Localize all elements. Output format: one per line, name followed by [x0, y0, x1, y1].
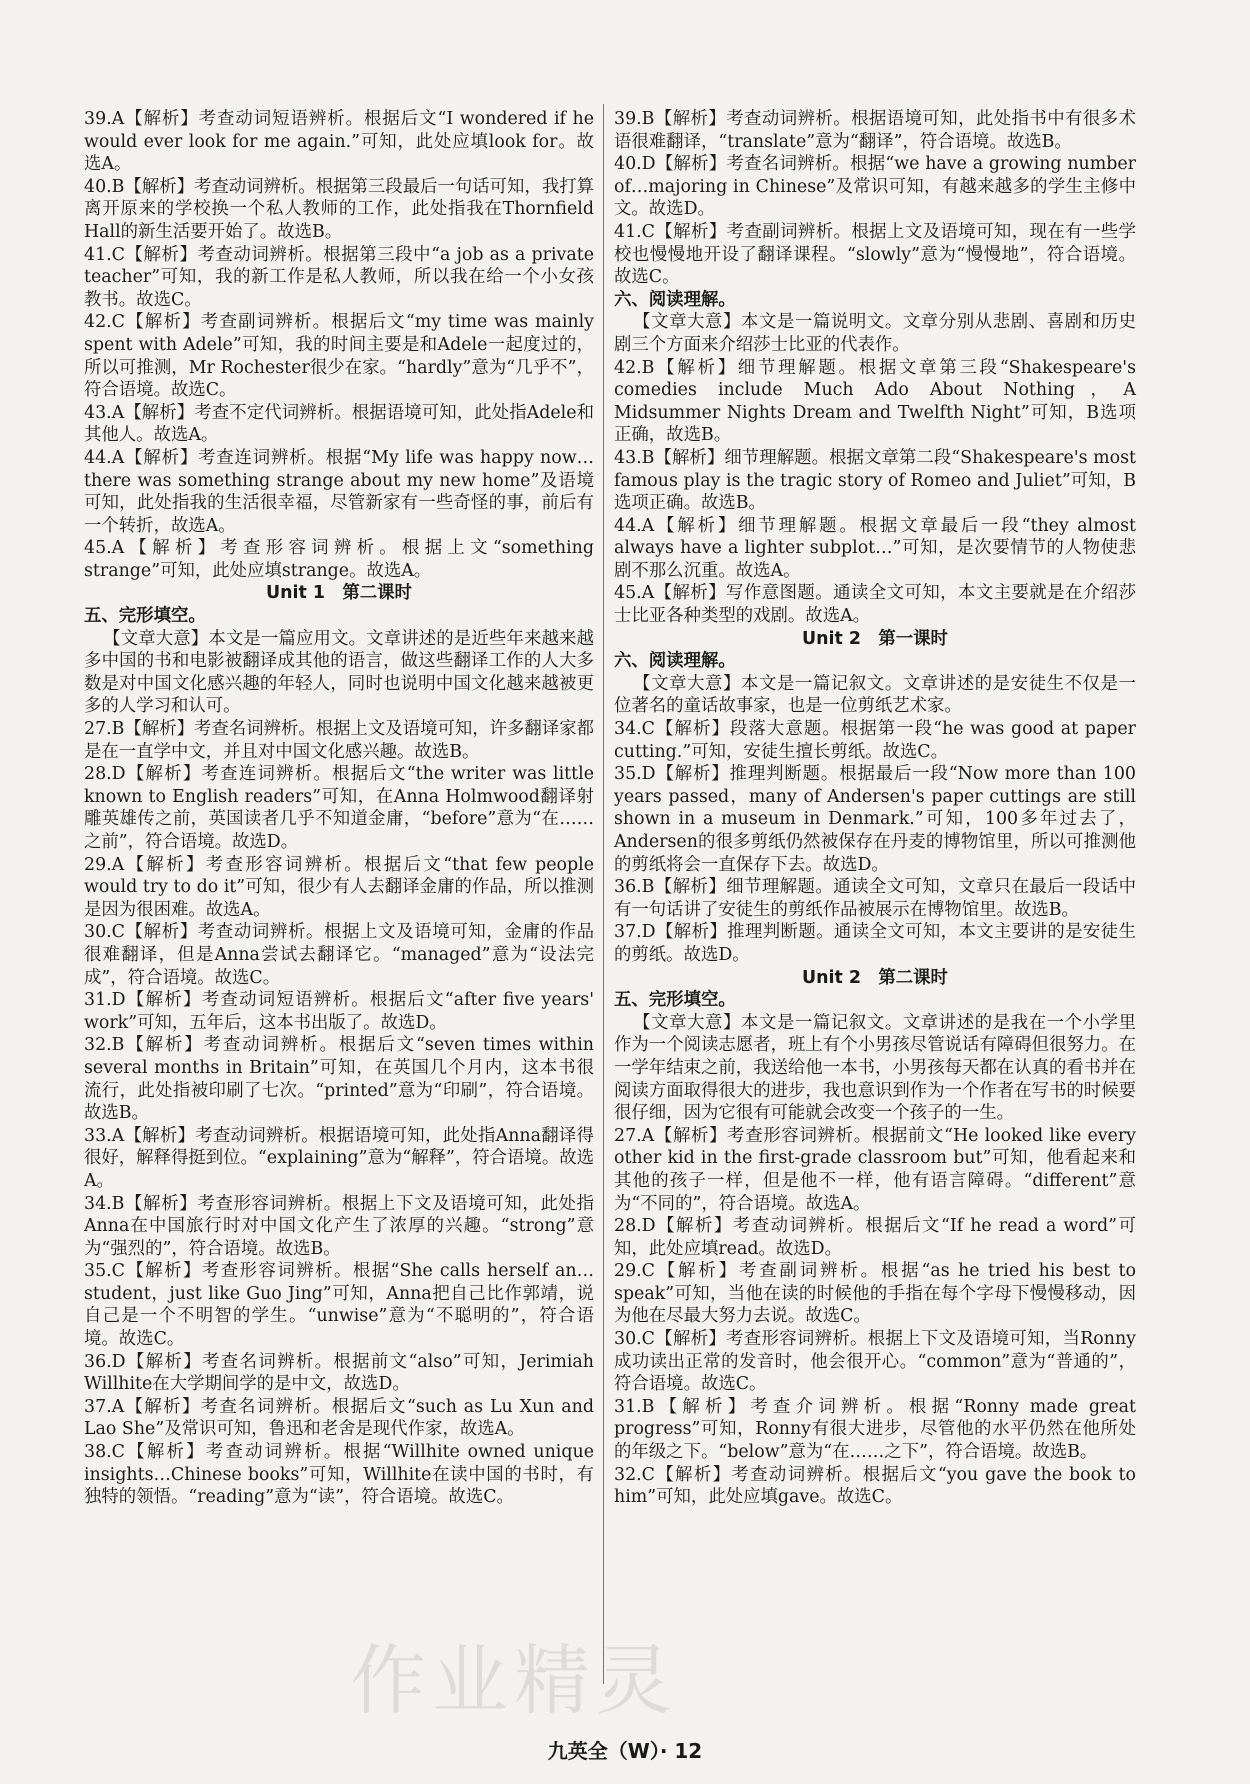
- answer-item: 34.B【解析】考查形容词辨析。根据上下文及语境可知，此处指Anna在中国旅行时对中国文化产生了浓厚的兴趣。“strong”意为“强烈的”，符合语境。故选B。: [84, 1193, 594, 1259]
- answer-item: 31.B【解析】考查介词辨析。根据“Ronny made great progress”可知，Ronny有很大进步，尽管他的水平仍然在他所处的年级之下。“below”意为“在……之下”，符合语境。故选B。: [614, 1396, 1136, 1463]
- section-heading: 六、阅读理解。: [614, 289, 736, 310]
- answer-item: 38.C【解析】考查动词辨析。根据“Willhite owned unique insights…Chinese books”可知，Willhite在读中国的书时，有独特的领悟。“reading”意为“读”，符合语境。故选C。: [84, 1442, 594, 1508]
- answer-item: 37.A【解析】考查名词辨析。根据后文“such as Lu Xun and Lao She”及常识可知，鲁迅和老舍是现代作家，故选A。: [84, 1396, 594, 1440]
- article-summary: 【文章大意】本文是一篇记叙文。文章讲述的是安徒生不仅是一位著名的童话故事家，也是一位剪纸艺术家。: [614, 673, 1136, 717]
- answer-item: 28.D【解析】考查动词辨析。根据后文“If he read a word”可知，此处应填read。故选D。: [614, 1216, 1136, 1259]
- page-footer: 九英全（W）· 12: [547, 1739, 703, 1763]
- answer-item: 30.C【解析】考查形容词辨析。根据上下文及语境可知，当Ronny成功读出正常的发音时，他会很开心。“common”意为“普通的”，符合语境。故选C。: [614, 1329, 1136, 1395]
- article-summary: 【文章大意】本文是一篇应用文。文章讲述的是近些年来越来越多中国的书和电影被翻译成其他的语言，做这些翻译工作的人大多数是对中国文化感兴趣的年轻人，同时也说明中国文化越来越被更多的人学习和认可。: [84, 628, 594, 717]
- answer-item: 27.A【解析】考查形容词辨析。根据前文“He looked like every other kid in the first-grade classroom but”可知，他看起来和其他的孩子一样，但是他不一样，他有语言障碍。“different”意为“不同的”，符合语境。故选A。: [614, 1125, 1136, 1214]
- answer-item: 30.C【解析】考查动词辨析。根据上文及语境可知，金庸的作品很难翻译，但是Anna尝试去翻译它。“managed”意为“设法完成”，符合语境。故选C。: [84, 922, 594, 988]
- answer-item: 43.A【解析】考查不定代词辨析。根据语境可知，此处指Adele和其他人。故选A。: [84, 402, 594, 446]
- answer-item: 32.C【解析】考查动词辨析。根据后文“you gave the book to him”可知，此处应填gave。故选C。: [614, 1464, 1136, 1508]
- section-heading: 五、完形填空。: [84, 606, 206, 627]
- unit-heading: Unit 2 第二课时: [802, 967, 948, 988]
- answer-item: 40.D【解析】考查名词辨析。根据“we have a growing number of…majoring in Chinese”及常识可知，有越来越多的学生主修中文。故选D。: [614, 154, 1136, 220]
- answer-item: 45.A【解析】写作意图题。通读全文可知，本文主要就是在介绍莎士比亚各种类型的戏剧。故选A。: [614, 583, 1136, 627]
- section-heading: 五、完形填空。: [614, 990, 736, 1011]
- answer-item: 39.A【解析】考查动词短语辨析。根据后文“I wondered if he would ever look for me again.”可知，此处应填look for。故选A。: [84, 109, 594, 175]
- answer-item: 32.B【解析】考查动词辨析。根据后文“seven times within several months in Britain”可知，在英国几个月内，这本书很流行，此处指被印刷了七次。“printed”意为“印刷”，符合语境。故选B。: [84, 1035, 594, 1124]
- unit-heading: Unit 1 第二课时: [266, 583, 412, 604]
- answer-item: 36.B【解析】细节理解题。通读全文可知，文章只在最后一段话中有一句话讲了安徒生的剪纸作品被展示在博物馆里。故选B。: [614, 877, 1136, 920]
- answer-item: 29.A【解析】考查形容词辨析。根据后文“that few people would try to do it”可知，很少有人去翻译金庸的作品，所以推测是因为很困难。故选A。: [84, 854, 594, 920]
- answer-item: 35.D【解析】推理判断题。根据最后一段“Now more than 100 years passed，many of Andersen's paper cuttings are still shown in a museum in Denmark.”可知，100多年过去了，Andersen的很多剪纸仍然被保存在丹麦的博物馆里，所以可推测他的剪纸将会一直保存下去。故选D。: [614, 764, 1136, 875]
- answer-item: 35.C【解析】考查形容词辨析。根据“She calls herself an…student，just like Guo Jing”可知，Anna把自己比作郭靖，说自己是一个不明智的学生。“unwise”意为“不聪明的”，符合语境。故选C。: [84, 1261, 594, 1350]
- answer-item: 41.C【解析】考查副词辨析。根据上文及语境可知，现在有一些学校也慢慢地开设了翻译课程。“slowly”意为“慢慢地”，符合语境。故选C。: [614, 221, 1136, 288]
- article-summary: 【文章大意】本文是一篇说明文。文章分别从悲剧、喜剧和历史剧三个方面来介绍莎士比亚的代表作。: [614, 312, 1136, 355]
- answer-item: 42.B【解析】细节理解题。根据文章第三段“Shakespeare's comedies include Much Ado About Nothing，A Midsummer Nights Dream and Twelfth Night”可知，B选项正确，故选B。: [614, 357, 1136, 446]
- answer-item: 27.B【解析】考查名词辨析。根据上文及语境可知，许多翻译家都是在一直学中文，并且对中国文化感兴趣。故选B。: [84, 719, 594, 762]
- answer-item: 29.C【解析】考查副词辨析。根据“as he tried his best to speak”可知，当他在读的时候他的手指在每个字母下慢慢移动，因为他在尽最大努力去说。故选C。: [614, 1261, 1136, 1327]
- answer-item: 39.B【解析】考查动词辨析。根据语境可知，此处指书中有很多术语很难翻译，“translate”意为“翻译”，符合语境。故选B。: [614, 109, 1136, 152]
- answer-item: 44.A【解析】考查连词辨析。根据“My life was happy now…there was something strange about my new home”及语境可知，此处指我的生活很幸福，尽管新家有一些奇怪的事，前后有一个转折，故选A。: [84, 447, 594, 536]
- answer-item: 34.C【解析】段落大意题。根据第一段“he was good at paper cutting.”可知，安徒生擅长剪纸。故选C。: [614, 719, 1136, 762]
- answer-item: 43.B【解析】细节理解题。根据文章第二段“Shakespeare's most famous play is the tragic story of Romeo and Juliet”可知，B选项正确。故选B。: [614, 447, 1136, 514]
- left-column: [84, 108, 594, 1509]
- answer-item: 36.D【解析】考查名词辨析。根据前文“also”可知，Jerimiah Willhite在大学期间学的是中文，故选D。: [84, 1351, 594, 1395]
- answer-item: 40.B【解析】考查动词辨析。根据第三段最后一句话可知，我打算离开原来的学校换一个私人教师的工作，此处指我在Thornfield Hall的新生活要开始了。故选B。: [84, 176, 594, 242]
- section-heading: 六、阅读理解。: [614, 651, 736, 672]
- unit-heading: Unit 2 第一课时: [802, 628, 948, 649]
- watermark: 作业精灵: [350, 1636, 678, 1725]
- answer-item: 37.D【解析】推理判断题。通读全文可知，本文主要讲的是安徒生的剪纸。故选D。: [614, 922, 1136, 965]
- answer-item: 41.C【解析】考查动词辨析。根据第三段中“a job as a private teacher”可知，我的新工作是私人教师，所以我在给一个小女孩教书。故选C。: [84, 244, 594, 310]
- answer-item: 45.A【解析】考查形容词辨析。根据上文“something strange”可知，此处应填strange。故选A。: [84, 538, 594, 581]
- article-summary: 【文章大意】本文是一篇记叙文。文章讲述的是我在一个小学里作为一个阅读志愿者，班上有个小男孩尽管说话有障碍但很努力。在一学年结束之前，我送给他一本书，小男孩每天都在认真的看书并在阅读方面取得很大的进步，我也意识到作为一个作者在写书的时候要很仔细，因为它很有可能就会改变一个孩子的一生。: [614, 1012, 1136, 1124]
- answer-item: 28.D【解析】考查连词辨析。根据后文“the writer was little known to English readers”可知，在Anna Holmwood翻译射雕英雄传之前，英国读者几乎不知道金庸，“before”意为“在……之前”，符合语境。故选D。: [84, 764, 594, 852]
- answer-item: 42.C【解析】考查副词辨析。根据后文“my time was mainly spent with Adele”可知，我的时间主要是和Adele一起度过的，所以可推测，Mr Rochester很少在家。“hardly”意为“几乎不”，符合语境。故选C。: [84, 312, 594, 401]
- column-divider: [603, 104, 604, 1684]
- answer-item: 44.A【解析】细节理解题。根据文章最后一段“they almost always have a lighter subplot…”可知，是次要情节的人物使悲剧不那么沉重。故选A。: [614, 515, 1136, 581]
- right-column: [614, 108, 1136, 1509]
- answer-item: 33.A【解析】考查动词辨析。根据语境可知，此处指Anna翻译得很好，解释得挺到位。“explaining”意为“解释”，符合语境。故选A。: [84, 1125, 594, 1191]
- answer-item: 31.D【解析】考查动词短语辨析。根据后文“after five years' work”可知，五年后，这本书出版了。故选D。: [84, 990, 594, 1033]
